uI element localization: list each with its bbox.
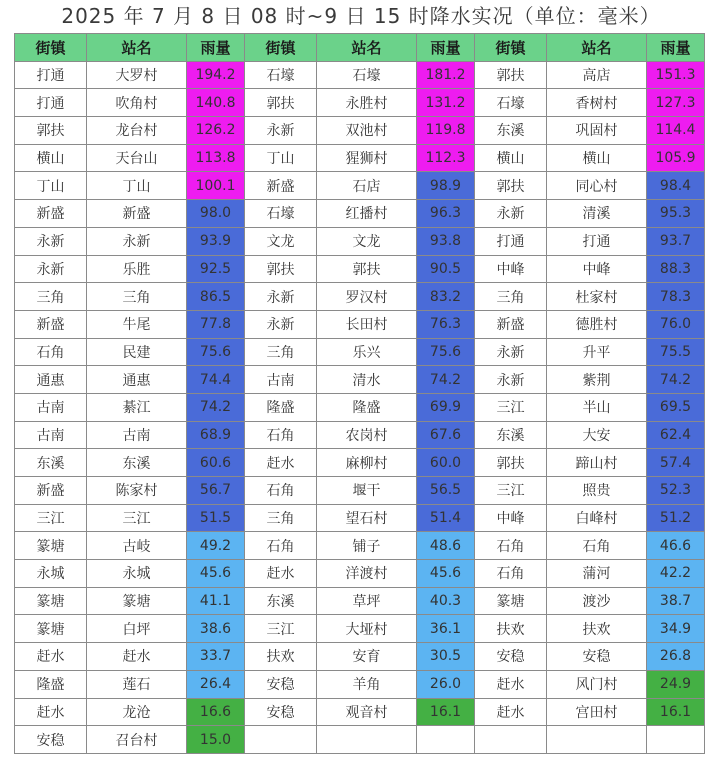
town-cell: 篆塘 [15, 587, 87, 615]
station-cell: 大安 [547, 421, 647, 449]
rainfall-cell: 93.9 [187, 227, 245, 255]
station-cell: 石店 [317, 172, 417, 200]
rainfall-cell: 16.6 [187, 698, 245, 726]
rainfall-cell: 127.3 [647, 89, 705, 117]
town-cell: 三角 [245, 338, 317, 366]
station-cell: 香树村 [547, 89, 647, 117]
town-cell: 横山 [475, 144, 547, 172]
table-row [15, 255, 705, 283]
town-cell: 赶水 [475, 698, 547, 726]
rainfall-cell: 33.7 [187, 643, 245, 671]
station-cell: 文龙 [317, 227, 417, 255]
rainfall-cell: 57.4 [647, 449, 705, 477]
station-cell: 横山 [547, 144, 647, 172]
town-cell [475, 726, 547, 754]
town-cell: 安稳 [15, 726, 87, 754]
rainfall-cell: 75.6 [187, 338, 245, 366]
rainfall-cell: 38.7 [647, 587, 705, 615]
town-cell: 郭扶 [475, 172, 547, 200]
station-cell: 蹄山村 [547, 449, 647, 477]
station-cell: 吹角村 [87, 89, 187, 117]
town-cell: 篆塘 [475, 587, 547, 615]
town-cell: 永新 [245, 310, 317, 338]
town-cell: 三江 [245, 615, 317, 643]
town-cell: 安稳 [475, 643, 547, 671]
station-cell: 高店 [547, 61, 647, 89]
station-cell: 宫田村 [547, 698, 647, 726]
header-rain: 雨量 [417, 34, 475, 62]
table-row [15, 698, 705, 726]
rainfall-cell [647, 726, 705, 754]
rainfall-cell: 51.5 [187, 504, 245, 532]
town-cell: 隆盛 [15, 670, 87, 698]
table-row [15, 366, 705, 394]
town-cell: 古南 [15, 393, 87, 421]
town-cell: 赶水 [475, 670, 547, 698]
town-cell: 东溪 [475, 421, 547, 449]
rainfall-cell: 140.8 [187, 89, 245, 117]
table-row [15, 670, 705, 698]
station-cell: 郭扶 [317, 255, 417, 283]
rainfall-cell: 26.0 [417, 670, 475, 698]
rainfall-cell: 26.4 [187, 670, 245, 698]
table-row [15, 504, 705, 532]
town-cell: 新盛 [245, 172, 317, 200]
station-cell: 洋渡村 [317, 560, 417, 588]
rainfall-cell: 56.7 [187, 477, 245, 505]
town-cell: 石角 [475, 560, 547, 588]
rainfall-cell: 15.0 [187, 726, 245, 754]
station-cell: 通惠 [87, 366, 187, 394]
rainfall-cell: 42.2 [647, 560, 705, 588]
station-cell: 望石村 [317, 504, 417, 532]
table-row [15, 532, 705, 560]
town-cell: 赶水 [245, 449, 317, 477]
station-cell: 双池村 [317, 117, 417, 145]
rainfall-cell: 30.5 [417, 643, 475, 671]
table-row [15, 200, 705, 228]
station-cell: 隆盛 [317, 393, 417, 421]
rainfall-cell: 16.1 [417, 698, 475, 726]
town-cell: 丁山 [15, 172, 87, 200]
table-row [15, 283, 705, 311]
town-cell: 郭扶 [15, 117, 87, 145]
rainfall-cell: 62.4 [647, 421, 705, 449]
town-cell: 打通 [15, 89, 87, 117]
rainfall-cell: 151.3 [647, 61, 705, 89]
station-cell: 召台村 [87, 726, 187, 754]
town-cell: 石角 [245, 477, 317, 505]
rainfall-cell: 112.3 [417, 144, 475, 172]
town-cell: 三角 [245, 504, 317, 532]
rainfall-cell: 56.5 [417, 477, 475, 505]
rainfall-cell: 119.8 [417, 117, 475, 145]
town-cell: 新盛 [15, 310, 87, 338]
table-row [15, 587, 705, 615]
rainfall-cell: 98.9 [417, 172, 475, 200]
station-cell: 观音村 [317, 698, 417, 726]
rainfall-cell: 68.9 [187, 421, 245, 449]
station-cell [317, 726, 417, 754]
station-cell: 龙台村 [87, 117, 187, 145]
town-cell: 永城 [15, 560, 87, 588]
table-row [15, 227, 705, 255]
station-cell: 永胜村 [317, 89, 417, 117]
town-cell: 东溪 [15, 449, 87, 477]
town-cell: 永新 [475, 200, 547, 228]
town-cell: 新盛 [475, 310, 547, 338]
rainfall-cell: 26.8 [647, 643, 705, 671]
station-cell: 猩狮村 [317, 144, 417, 172]
rainfall-cell: 93.8 [417, 227, 475, 255]
station-cell: 丁山 [87, 172, 187, 200]
rainfall-cell: 67.6 [417, 421, 475, 449]
town-cell: 石角 [15, 338, 87, 366]
town-cell: 石壕 [245, 61, 317, 89]
station-cell: 安稳 [547, 643, 647, 671]
town-cell: 篆塘 [15, 615, 87, 643]
station-cell: 清水 [317, 366, 417, 394]
station-cell: 天台山 [87, 144, 187, 172]
station-cell: 白坪 [87, 615, 187, 643]
rainfall-table [14, 33, 705, 754]
town-cell: 三江 [15, 504, 87, 532]
rainfall-cell: 194.2 [187, 61, 245, 89]
town-cell: 郭扶 [475, 449, 547, 477]
town-cell [245, 726, 317, 754]
header-town: 街镇 [475, 34, 547, 62]
rainfall-cell: 76.3 [417, 310, 475, 338]
town-cell: 三角 [475, 283, 547, 311]
station-cell: 长田村 [317, 310, 417, 338]
table-row [15, 421, 705, 449]
town-cell: 新盛 [15, 200, 87, 228]
table-row [15, 643, 705, 671]
rainfall-cell: 75.6 [417, 338, 475, 366]
table-row [15, 449, 705, 477]
rainfall-cell: 74.2 [187, 393, 245, 421]
rainfall-cell: 93.7 [647, 227, 705, 255]
station-cell: 羊角 [317, 670, 417, 698]
town-cell: 三江 [475, 477, 547, 505]
rainfall-cell [417, 726, 475, 754]
station-cell: 民建 [87, 338, 187, 366]
rainfall-cell: 36.1 [417, 615, 475, 643]
town-cell: 永新 [15, 255, 87, 283]
town-cell: 古南 [245, 366, 317, 394]
table-row [15, 144, 705, 172]
rainfall-cell: 69.5 [647, 393, 705, 421]
table-row [15, 338, 705, 366]
station-cell: 三角 [87, 283, 187, 311]
table-row [15, 560, 705, 588]
rainfall-cell: 34.9 [647, 615, 705, 643]
station-cell: 綦江 [87, 393, 187, 421]
station-cell: 清溪 [547, 200, 647, 228]
rainfall-cell: 75.5 [647, 338, 705, 366]
table-body [15, 61, 705, 753]
rainfall-cell: 60.0 [417, 449, 475, 477]
header-town: 街镇 [15, 34, 87, 62]
station-cell: 三江 [87, 504, 187, 532]
station-cell: 白峰村 [547, 504, 647, 532]
town-cell: 古南 [15, 421, 87, 449]
rainfall-cell: 77.8 [187, 310, 245, 338]
station-cell: 中峰 [547, 255, 647, 283]
station-cell: 渡沙 [547, 587, 647, 615]
rainfall-cell: 95.3 [647, 200, 705, 228]
town-cell: 东溪 [475, 117, 547, 145]
town-cell: 三角 [15, 283, 87, 311]
rainfall-cell: 92.5 [187, 255, 245, 283]
station-cell: 打通 [547, 227, 647, 255]
rainfall-cell: 100.1 [187, 172, 245, 200]
rainfall-cell: 51.2 [647, 504, 705, 532]
table-row [15, 89, 705, 117]
station-cell: 牛尾 [87, 310, 187, 338]
station-cell [547, 726, 647, 754]
rainfall-cell: 51.4 [417, 504, 475, 532]
table-row [15, 393, 705, 421]
station-cell: 同心村 [547, 172, 647, 200]
station-cell: 铺子 [317, 532, 417, 560]
station-cell: 红播村 [317, 200, 417, 228]
town-cell: 扶欢 [245, 643, 317, 671]
table-row [15, 726, 705, 754]
header-town: 街镇 [245, 34, 317, 62]
header-row [15, 34, 705, 62]
rainfall-cell: 78.3 [647, 283, 705, 311]
rainfall-cell: 86.5 [187, 283, 245, 311]
station-cell: 罗汉村 [317, 283, 417, 311]
town-cell: 文龙 [245, 227, 317, 255]
town-cell: 永新 [245, 283, 317, 311]
rainfall-cell: 105.9 [647, 144, 705, 172]
rainfall-cell: 114.4 [647, 117, 705, 145]
station-cell: 扶欢 [547, 615, 647, 643]
town-cell: 永新 [475, 366, 547, 394]
station-cell: 莲石 [87, 670, 187, 698]
station-cell: 德胜村 [547, 310, 647, 338]
header-station: 站名 [87, 34, 187, 62]
town-cell: 横山 [15, 144, 87, 172]
station-cell: 半山 [547, 393, 647, 421]
town-cell: 三江 [475, 393, 547, 421]
rainfall-cell: 131.2 [417, 89, 475, 117]
rainfall-cell: 126.2 [187, 117, 245, 145]
town-cell: 安稳 [245, 670, 317, 698]
station-cell: 篆塘 [87, 587, 187, 615]
rainfall-cell: 96.3 [417, 200, 475, 228]
station-cell: 安育 [317, 643, 417, 671]
town-cell: 永新 [245, 117, 317, 145]
town-cell: 东溪 [245, 587, 317, 615]
town-cell: 篆塘 [15, 532, 87, 560]
station-cell: 麻柳村 [317, 449, 417, 477]
station-cell: 古岐 [87, 532, 187, 560]
town-cell: 打通 [475, 227, 547, 255]
rainfall-cell: 76.0 [647, 310, 705, 338]
table-row [15, 615, 705, 643]
rainfall-cell: 45.6 [187, 560, 245, 588]
rainfall-cell: 74.2 [417, 366, 475, 394]
rainfall-cell: 60.6 [187, 449, 245, 477]
town-cell: 赶水 [15, 643, 87, 671]
town-cell: 新盛 [15, 477, 87, 505]
station-cell: 风门村 [547, 670, 647, 698]
station-cell: 乐兴 [317, 338, 417, 366]
station-cell: 升平 [547, 338, 647, 366]
town-cell: 中峰 [475, 504, 547, 532]
rainfall-cell: 113.8 [187, 144, 245, 172]
table-row [15, 310, 705, 338]
station-cell: 石角 [547, 532, 647, 560]
station-cell: 农岗村 [317, 421, 417, 449]
station-cell: 蒲河 [547, 560, 647, 588]
station-cell: 大罗村 [87, 61, 187, 89]
table-row [15, 477, 705, 505]
town-cell: 安稳 [245, 698, 317, 726]
table-row [15, 61, 705, 89]
rainfall-cell: 98.4 [647, 172, 705, 200]
rainfall-cell: 181.2 [417, 61, 475, 89]
station-cell: 永新 [87, 227, 187, 255]
station-cell: 古南 [87, 421, 187, 449]
station-cell: 石壕 [317, 61, 417, 89]
rainfall-cell: 46.6 [647, 532, 705, 560]
station-cell: 永城 [87, 560, 187, 588]
rainfall-cell: 90.5 [417, 255, 475, 283]
station-cell: 草坪 [317, 587, 417, 615]
town-cell: 郭扶 [245, 255, 317, 283]
station-cell: 乐胜 [87, 255, 187, 283]
town-cell: 通惠 [15, 366, 87, 394]
rainfall-cell: 83.2 [417, 283, 475, 311]
town-cell: 打通 [15, 61, 87, 89]
station-cell: 照贵 [547, 477, 647, 505]
rainfall-cell: 48.6 [417, 532, 475, 560]
rainfall-cell: 69.9 [417, 393, 475, 421]
station-cell: 杜家村 [547, 283, 647, 311]
station-cell: 赶水 [87, 643, 187, 671]
rainfall-cell: 45.6 [417, 560, 475, 588]
station-cell: 龙沧 [87, 698, 187, 726]
rainfall-cell: 40.3 [417, 587, 475, 615]
station-cell: 巩固村 [547, 117, 647, 145]
station-cell: 堰干 [317, 477, 417, 505]
station-cell: 东溪 [87, 449, 187, 477]
rainfall-cell: 24.9 [647, 670, 705, 698]
town-cell: 丁山 [245, 144, 317, 172]
town-cell: 中峰 [475, 255, 547, 283]
station-cell: 紫荆 [547, 366, 647, 394]
header-station: 站名 [317, 34, 417, 62]
rainfall-cell: 74.2 [647, 366, 705, 394]
rainfall-cell: 41.1 [187, 587, 245, 615]
rainfall-cell: 38.6 [187, 615, 245, 643]
rainfall-cell: 52.3 [647, 477, 705, 505]
town-cell: 石壕 [245, 200, 317, 228]
header-rain: 雨量 [647, 34, 705, 62]
header-rain: 雨量 [187, 34, 245, 62]
page-title: 2025 年 7 月 8 日 08 时~9 日 15 时降水实况（单位：毫米） [61, 4, 661, 28]
rainfall-cell: 16.1 [647, 698, 705, 726]
rainfall-cell: 49.2 [187, 532, 245, 560]
station-cell: 新盛 [87, 200, 187, 228]
town-cell: 永新 [15, 227, 87, 255]
table-row [15, 117, 705, 145]
town-cell: 石角 [245, 532, 317, 560]
town-cell: 赶水 [15, 698, 87, 726]
town-cell: 永新 [475, 338, 547, 366]
rainfall-cell: 98.0 [187, 200, 245, 228]
header-station: 站名 [547, 34, 647, 62]
station-cell: 大垭村 [317, 615, 417, 643]
town-cell: 郭扶 [245, 89, 317, 117]
town-cell: 郭扶 [475, 61, 547, 89]
town-cell: 石壕 [475, 89, 547, 117]
town-cell: 隆盛 [245, 393, 317, 421]
town-cell: 扶欢 [475, 615, 547, 643]
town-cell: 石角 [245, 421, 317, 449]
rainfall-cell: 88.3 [647, 255, 705, 283]
town-cell: 石角 [475, 532, 547, 560]
rainfall-cell: 74.4 [187, 366, 245, 394]
table-row [15, 172, 705, 200]
town-cell: 赶水 [245, 560, 317, 588]
station-cell: 陈家村 [87, 477, 187, 505]
